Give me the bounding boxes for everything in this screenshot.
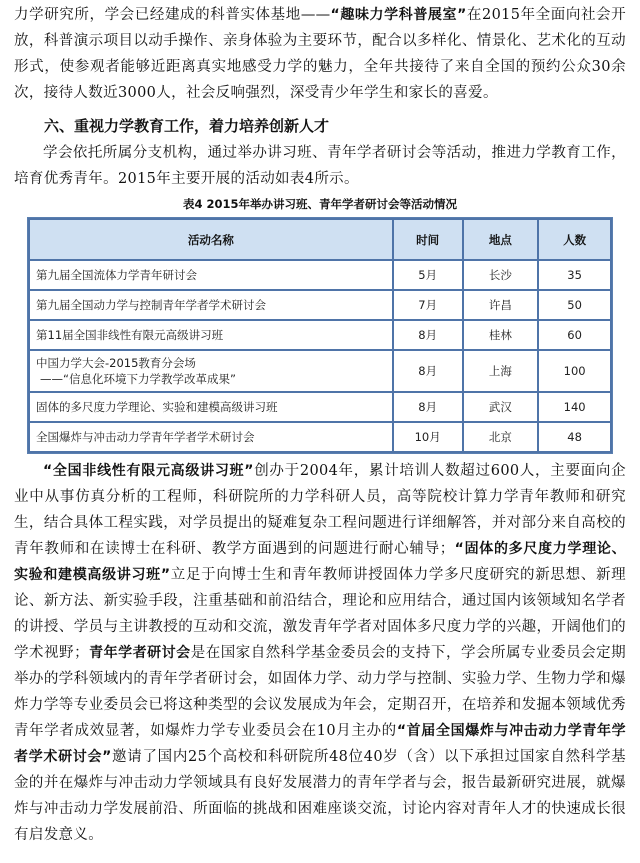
table-header-row: [29, 219, 611, 260]
highlight-young-scholars: 青年学者研讨会: [88, 645, 191, 661]
highlight-exhibition-room: “趣味力学科普展室”: [330, 7, 467, 23]
cell-activity-name: 全国爆炸与冲击动力学青年学者学术研讨会: [29, 422, 393, 452]
section-heading: 六、重视力学教育工作，着力培养创新人才: [44, 117, 330, 135]
cell-count: 60: [538, 320, 611, 350]
table-row: [29, 290, 611, 320]
column-header-name: 活动名称: [29, 219, 393, 260]
cell-place: 上海: [463, 350, 539, 392]
highlight-explosion-symposium: “首届全国爆炸与冲击动力学青年学者学术研讨会”: [14, 723, 626, 765]
paragraph-science-base: [14, 2, 626, 106]
paragraph-text: 力学研究所，学会已经建成的科普实体基地——: [14, 7, 331, 23]
cell-time: 8月: [393, 350, 463, 392]
cell-count: 140: [538, 392, 611, 422]
column-header-time: 时间: [393, 219, 463, 260]
cell-activity-name: 第九届全国动力学与控制青年学者学术研讨会: [29, 290, 393, 320]
cell-activity-name: 第11届全国非线性有限元高级讲习班: [29, 320, 393, 350]
paragraph-text: 在2015年全面向社会开放，科普演示项目以动手操作、亲身体验为主要环节，配合以多样化、情景化、艺术化的互动形式，使参观者能够近距离真实地感受力学的魅力，全年共接待了来自全国的预约公众30余次，接待人数近3000人，社会反响强烈，深受青少年学生和家长的喜爱。: [14, 7, 626, 101]
activity-name-line2: ——“信息化环境下力学教学改革成果”: [40, 372, 236, 386]
cell-activity-name: 第九届全国流体力学青年研讨会: [29, 260, 393, 290]
table-caption: 表4 2015年举办讲习班、青年学者研讨会等活动情况: [182, 197, 457, 211]
activities-table: [28, 218, 612, 453]
cell-time: 10月: [393, 422, 463, 452]
paragraph-text: 是在国家自然科学基金委员会的支持下，学会所属专业委员会定期举办的学科领域内的青年学者研讨会，如固体力学、动力学与控制、实验力学、生物力学和爆炸力学等专业委员会已将这种类型的会议发展成为年会，定期召开，在培养和发掘本领域优秀青年学者成效显著，如爆炸力学专业委员会在10月主办的: [14, 645, 626, 739]
cell-time: 8月: [393, 392, 463, 422]
paragraph-text: 邀请了国内25个高校和科研院所48位40岁（含）以下承担过国家自然科学基金的并在爆炸与冲击动力学领域具有良好发展潜力的青年学者与会，报告最新研究进展，就爆炸与冲击动力学发展前沿、所面临的挑战和困难座谈交流，讨论内容对青年人才的快速成长很有启发意义。: [14, 749, 626, 843]
paragraph-education-intro: 学会依托所属分支机构，通过举办讲习班、青年学者研讨会等活动，推进力学教育工作，培育优秀青年。2015年主要开展的活动如表4所示。: [14, 145, 626, 187]
cell-place: 桂林: [463, 320, 539, 350]
paragraph-text: 立足于向博士生和青年教师讲授固体力学多尺度研究的新思想、新理论、新方法、新实验手段，注重基础和前沿结合，理论和应用结合，通过国内该领域知名学者的讲授、学员与主讲教授的互动和交流，激发青年学者对固体多尺度力学的兴趣，开阔他们的学术视野；: [14, 567, 626, 661]
highlight-nonlinear-fem: “全国非线性有限元高级讲习班”: [43, 463, 254, 479]
activities-table-frame: [27, 217, 613, 454]
cell-place: 许昌: [463, 290, 539, 320]
cell-count: 35: [538, 260, 611, 290]
cell-activity-name: 固体的多尺度力学理论、实验和建模高级讲习班: [29, 392, 393, 422]
paragraph-text: 创办于2004年，累计培训人数超过600人，主要面向企业中从事仿真分析的工程师，科研院所的力学科研人员，高等院校计算力学青年教师和研究生，结合具体工程实践，对学员提出的疑难复杂工程问题进行详细解答，并对部分来自高校的青年教师和在读博士在科研、教学方面遇到的问题进行耐心辅导；: [14, 463, 627, 557]
activity-name-line1: 中国力学大会-2015教育分会场: [36, 356, 196, 370]
table-row: [29, 350, 611, 392]
cell-count: 100: [538, 350, 611, 392]
paragraph-training-details: [14, 458, 626, 848]
table-row: [29, 422, 611, 452]
table-row: [29, 260, 611, 290]
cell-time: 7月: [393, 290, 463, 320]
column-header-place: 地点: [463, 219, 539, 260]
table-row: [29, 392, 611, 422]
cell-place: 长沙: [463, 260, 539, 290]
cell-count: 50: [538, 290, 611, 320]
cell-place: 武汉: [463, 392, 539, 422]
cell-time: 5月: [393, 260, 463, 290]
cell-time: 8月: [393, 320, 463, 350]
cell-place: 北京: [463, 422, 539, 452]
cell-count: 48: [538, 422, 611, 452]
table-row: [29, 320, 611, 350]
column-header-count: 人数: [538, 219, 611, 260]
highlight-multiscale-solid: “固体的多尺度力学理论、实验和建模高级讲习班”: [14, 541, 626, 583]
cell-activity-name: [29, 350, 393, 392]
